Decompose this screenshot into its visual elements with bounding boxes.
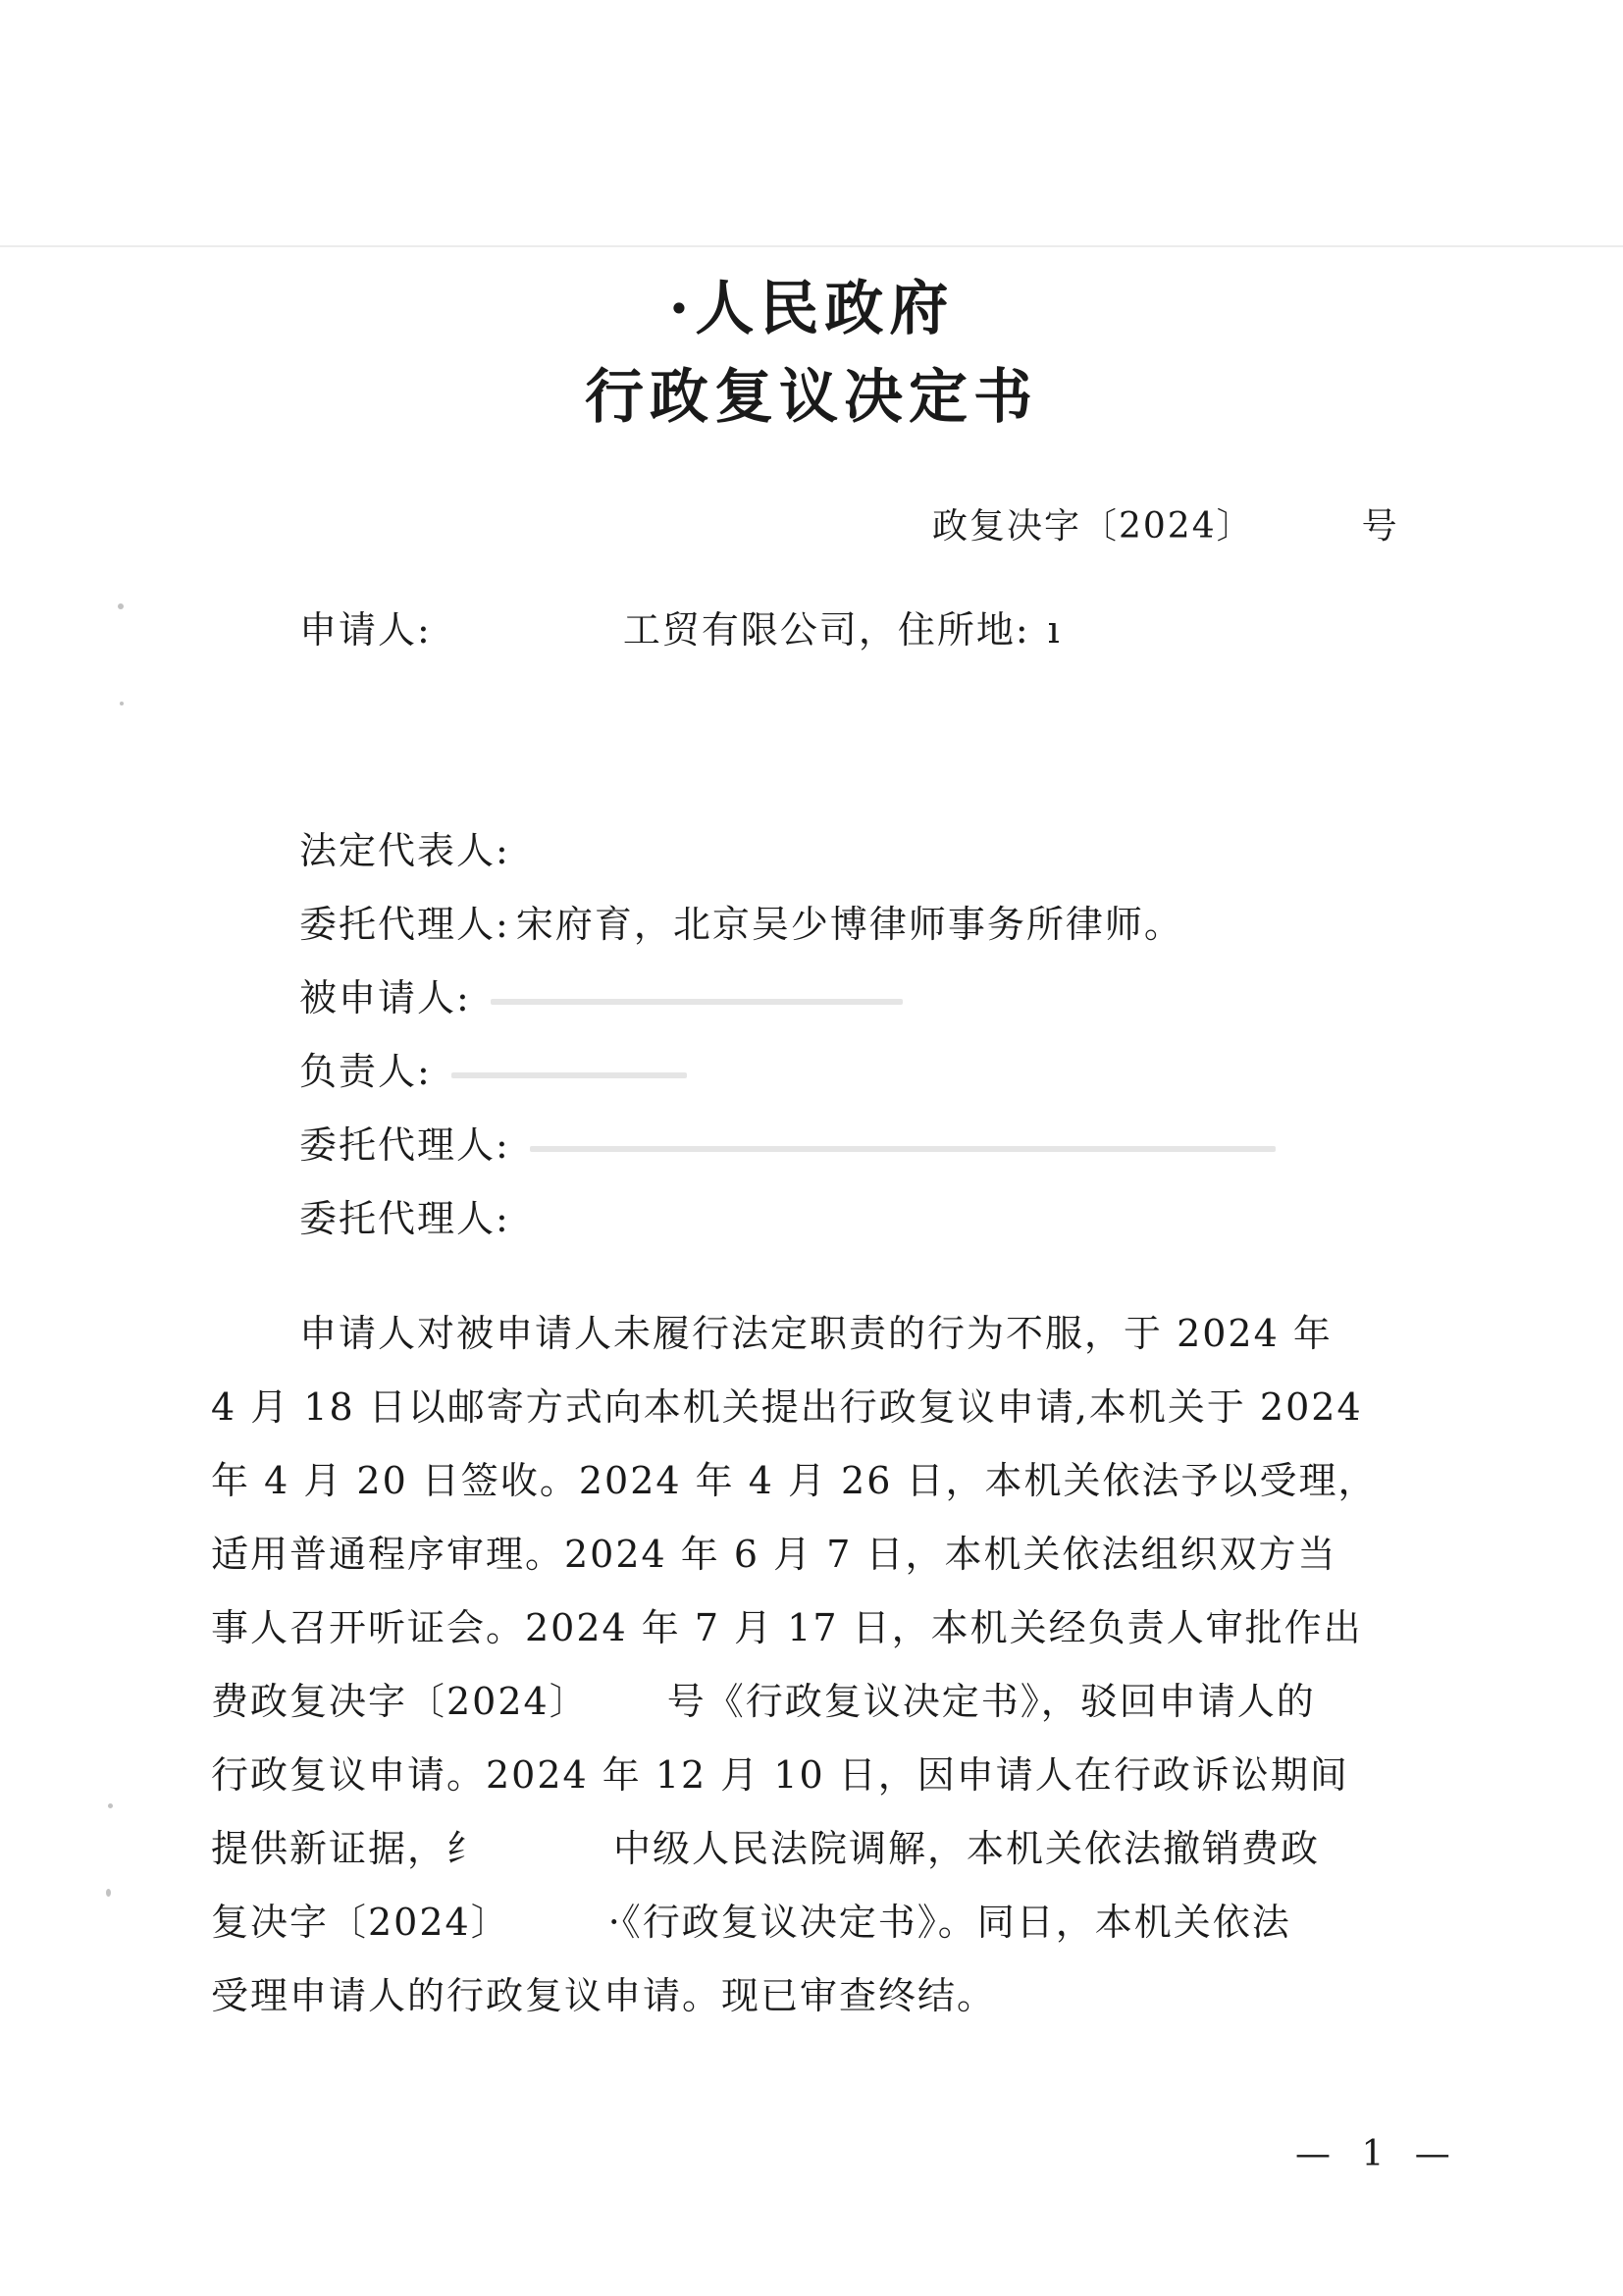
agent-field-3 — [299, 1197, 510, 1240]
respondent-label: 被申请人: — [299, 976, 471, 1019]
legal-representative-field — [299, 829, 510, 872]
body-line: 行政复议申请。2024 年 12 月 10 日，因申请人在行政诉讼期间 — [211, 1753, 1349, 1797]
agent-field-1 — [299, 903, 1183, 946]
redacted-agent-2 — [530, 1146, 1276, 1152]
redacted-respondent — [491, 999, 903, 1005]
body-line-part: 复决字〔2024〕 — [211, 1901, 510, 1944]
legal-representative-label: 法定代表人: — [299, 829, 510, 872]
agent-label-2: 委托代理人: — [299, 1123, 510, 1167]
page-number: — 1 — — [1295, 2134, 1460, 2174]
agent-label-3: 委托代理人: — [299, 1197, 510, 1240]
respondent-head-label: 负责人: — [299, 1050, 432, 1093]
body-line: 受理申请人的行政复议申请。现已审查终结。 — [211, 1974, 997, 2017]
document-number-suffix: 号 — [1361, 506, 1399, 547]
body-line: 4 月 18 日以邮寄方式向本机关提出行政复议申请,本机关于 2024 — [211, 1385, 1363, 1429]
scan-speck — [106, 1889, 111, 1897]
issuing-authority-title: ·人民政府 — [668, 275, 955, 343]
body-line-composite — [211, 1886, 1420, 1959]
body-line-part: 提供新证据，纟 — [211, 1827, 487, 1870]
applicant-label: 申请人: — [299, 608, 432, 652]
respondent-head-field — [299, 1050, 687, 1093]
respondent-field — [299, 976, 903, 1019]
body-line-part: 费政复决字〔2024〕 — [211, 1680, 589, 1723]
scan-speck — [108, 1803, 113, 1808]
body-line-composite — [211, 1812, 1420, 1886]
body-line-composite — [211, 1665, 1420, 1739]
body-line: 适用普通程序审理。2024 年 6 月 7 日，本机关依法组织双方当 — [211, 1533, 1337, 1576]
applicant-tail: ı — [1047, 608, 1062, 652]
agent-label-1: 委托代理人: — [299, 903, 510, 946]
body-line-part: ·《行政复议决定书》。同日，本机关依法 — [607, 1901, 1291, 1944]
body-line-part: 中级人民法院调解，本机关依法撤销费政 — [613, 1827, 1321, 1870]
agent-field-2 — [299, 1123, 1276, 1167]
body-paragraph — [211, 1297, 1420, 2033]
body-line-part: 号《行政复议决定书》，驳回申请人的 — [666, 1680, 1316, 1723]
document-number — [932, 498, 1399, 548]
applicant-field — [299, 608, 1062, 652]
body-line: 年 4 月 20 日签收。2024 年 4 月 26 日，本机关依法予以受理， — [211, 1459, 1378, 1502]
scan-speck — [120, 702, 124, 705]
redacted-respondent-head — [451, 1072, 687, 1078]
applicant-value: 工贸有限公司，住所地: — [622, 608, 1030, 652]
document-number-prefix: 政复决字〔2024〕 — [932, 506, 1254, 547]
scan-speck — [118, 603, 124, 609]
body-line: 申请人对被申请人未履行法定职责的行为不服，于 2024 年 — [299, 1312, 1333, 1355]
document-title: 行政复议决定书 — [585, 363, 1038, 432]
body-line: 事人召开听证会。2024 年 7 月 17 日，本机关经负责人审批作出 — [211, 1606, 1363, 1649]
agent-value-1: 宋府育，北京吴少博律师事务所律师。 — [515, 903, 1183, 946]
scan-edge-line — [0, 245, 1623, 247]
